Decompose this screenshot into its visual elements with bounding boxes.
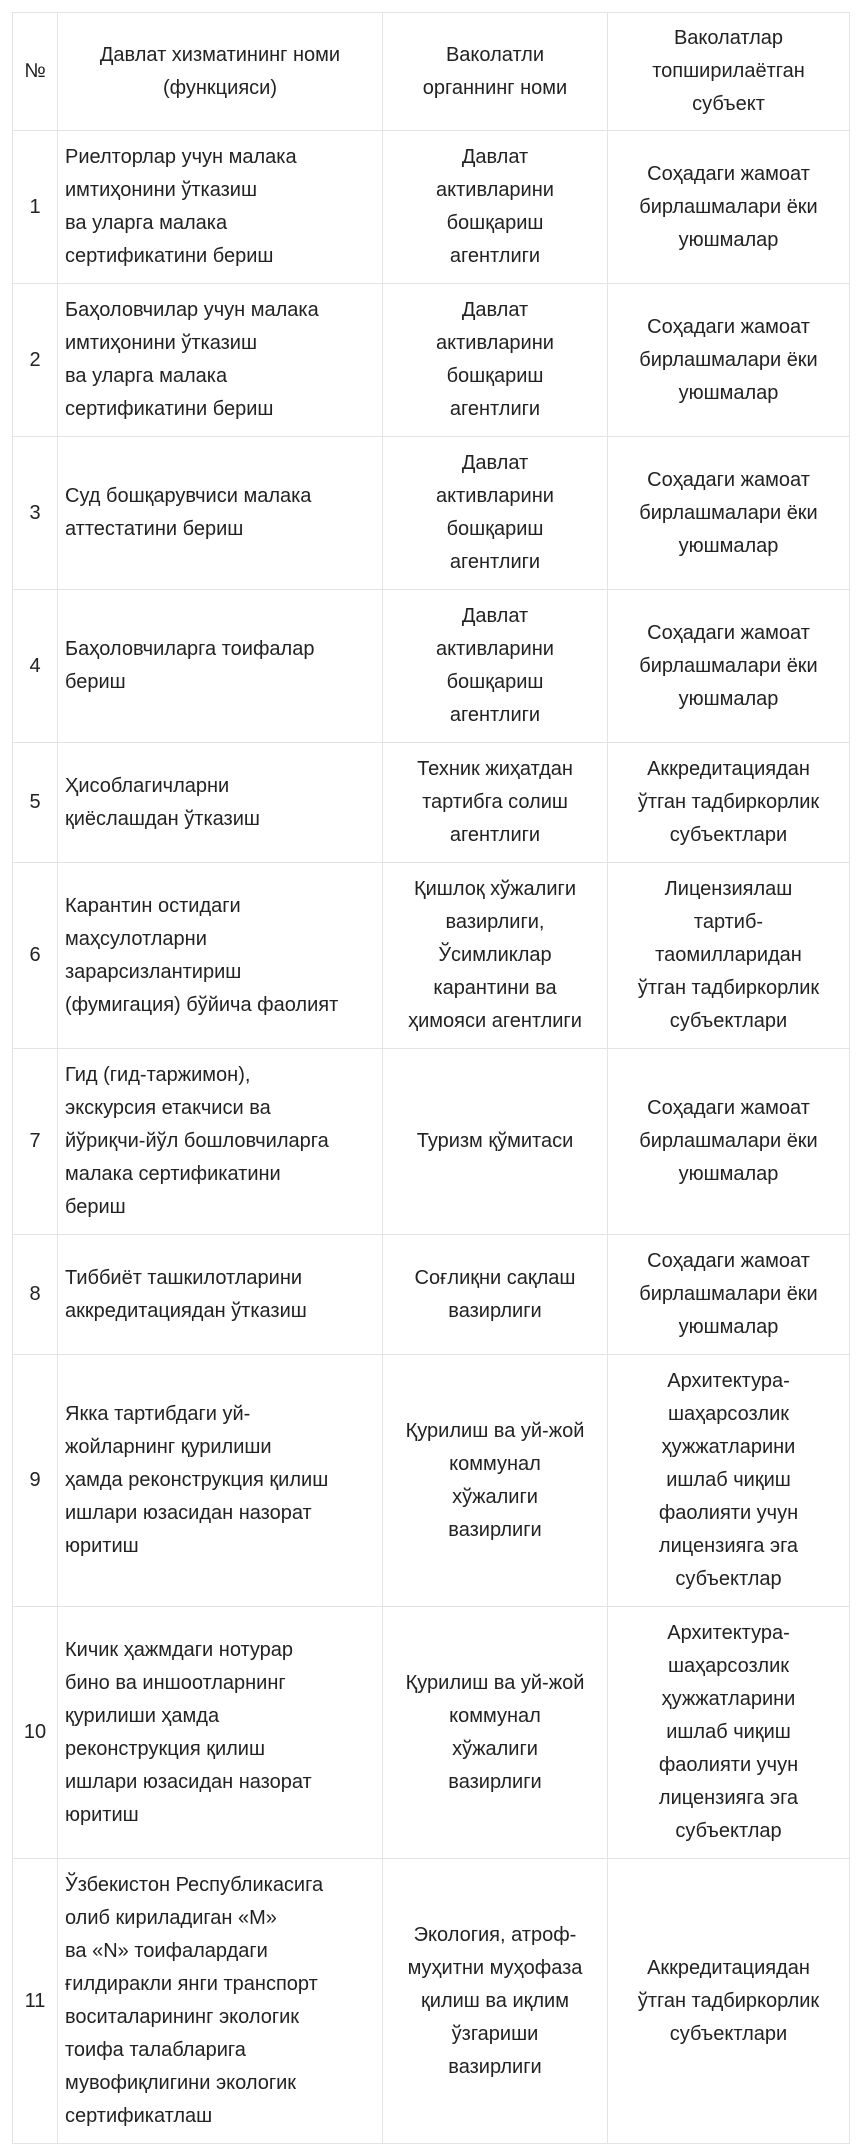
table-row: [13, 1235, 850, 1355]
row-service-name: Кичик ҳажмдаги нотурар бино ва иншоотларнинг қурилиши ҳамда реконструкция қилиш ишлари юзасидан назорат юритиш: [58, 1607, 383, 1859]
row-recipient: Аккредитациядан ўтган тадбиркорлик субъектлари: [608, 743, 850, 863]
row-number: 2: [13, 284, 58, 437]
row-number: 1: [13, 131, 58, 284]
row-recipient: Аккредитациядан ўтган тадбиркорлик субъектлари: [608, 1859, 850, 2144]
header-recipient: Ваколатлар топширилаётган субъект: [608, 13, 850, 131]
row-authorized-body: Давлат активларини бошқариш агентлиги: [383, 590, 608, 743]
row-authorized-body: Соғлиқни сақлаш вазирлиги: [383, 1235, 608, 1355]
row-authorized-body: Давлат активларини бошқариш агентлиги: [383, 437, 608, 590]
row-service-name: Якка тартибдаги уй- жойларнинг қурилиши ҳамда реконструкция қилиш ишлари юзасидан назорат юритиш: [58, 1355, 383, 1607]
row-service-name: Баҳоловчиларга тоифалар бериш: [58, 590, 383, 743]
row-service-name: Тиббиёт ташкилотларини аккредитациядан ўтказиш: [58, 1235, 383, 1355]
header-number: №: [13, 13, 58, 131]
header-service-name: Давлат хизматининг номи (функцияси): [58, 13, 383, 131]
table-header-row: [13, 13, 850, 131]
row-service-name: Суд бошқарувчиси малака аттестатини бериш: [58, 437, 383, 590]
row-number: 10: [13, 1607, 58, 1859]
row-authorized-body: Техник жиҳатдан тартибга солиш агентлиги: [383, 743, 608, 863]
row-service-name: Ҳисоблагичларни қиёслашдан ўтказиш: [58, 743, 383, 863]
table-row: [13, 131, 850, 284]
row-number: 5: [13, 743, 58, 863]
row-service-name: Риелторлар учун малака имтиҳонини ўтказиш ва уларга малака сертификатини бериш: [58, 131, 383, 284]
row-recipient: Соҳадаги жамоат бирлашмалари ёки уюшмалар: [608, 590, 850, 743]
row-service-name: Гид (гид-таржимон), экскурсия етакчиси ва йўриқчи-йўл бошловчиларга малака сертификатини бериш: [58, 1049, 383, 1235]
row-authorized-body: Давлат активларини бошқариш агентлиги: [383, 131, 608, 284]
row-service-name: Ўзбекистон Республикасига олиб кириладиган «M» ва «N» тоифалардаги ғилдиракли янги транспорт воситаларининг экологик тоифа талабларига мувофиқлигини экологик сертификатлаш: [58, 1859, 383, 2144]
table-row: [13, 590, 850, 743]
row-number: 6: [13, 863, 58, 1049]
row-number: 11: [13, 1859, 58, 2144]
table-row: [13, 1859, 850, 2144]
row-service-name: Карантин остидаги маҳсулотларни зарарсизлантириш (фумигация) бўйича фаолият: [58, 863, 383, 1049]
table-row: [13, 1355, 850, 1607]
table-row: [13, 863, 850, 1049]
row-authorized-body: Экология, атроф- муҳитни муҳофаза қилиш ва иқлим ўзгариши вазирлиги: [383, 1859, 608, 2144]
table-row: [13, 1607, 850, 1859]
row-recipient: Соҳадаги жамоат бирлашмалари ёки уюшмалар: [608, 437, 850, 590]
row-recipient: Архитектура- шаҳарсозлик ҳужжатларини ишлаб чиқиш фаолияти учун лицензияга эга субъектлар: [608, 1355, 850, 1607]
row-authorized-body: Қурилиш ва уй-жой коммунал хўжалиги вазирлиги: [383, 1355, 608, 1607]
row-number: 4: [13, 590, 58, 743]
row-number: 8: [13, 1235, 58, 1355]
functions-table: [12, 12, 850, 2144]
row-authorized-body: Қишлоқ хўжалиги вазирлиги, Ўсимликлар карантини ва ҳимояси агентлиги: [383, 863, 608, 1049]
row-recipient: Лицензиялаш тартиб- таомилларидан ўтган тадбиркорлик субъектлари: [608, 863, 850, 1049]
row-authorized-body: Туризм қўмитаси: [383, 1049, 608, 1235]
row-number: 7: [13, 1049, 58, 1235]
row-recipient: Архитектура- шаҳарсозлик ҳужжатларини ишлаб чиқиш фаолияти учун лицензияга эга субъектлар: [608, 1607, 850, 1859]
header-authorized-body: Ваколатли органнинг номи: [383, 13, 608, 131]
row-recipient: Соҳадаги жамоат бирлашмалари ёки уюшмалар: [608, 1049, 850, 1235]
row-recipient: Соҳадаги жамоат бирлашмалари ёки уюшмалар: [608, 131, 850, 284]
table-row: [13, 284, 850, 437]
row-number: 3: [13, 437, 58, 590]
row-authorized-body: Давлат активларини бошқариш агентлиги: [383, 284, 608, 437]
row-recipient: Соҳадаги жамоат бирлашмалари ёки уюшмалар: [608, 1235, 850, 1355]
row-recipient: Соҳадаги жамоат бирлашмалари ёки уюшмалар: [608, 284, 850, 437]
row-authorized-body: Қурилиш ва уй-жой коммунал хўжалиги вазирлиги: [383, 1607, 608, 1859]
row-service-name: Баҳоловчилар учун малака имтиҳонини ўтказиш ва уларга малака сертификатини бериш: [58, 284, 383, 437]
table-row: [13, 1049, 850, 1235]
row-number: 9: [13, 1355, 58, 1607]
table-row: [13, 437, 850, 590]
table-row: [13, 743, 850, 863]
